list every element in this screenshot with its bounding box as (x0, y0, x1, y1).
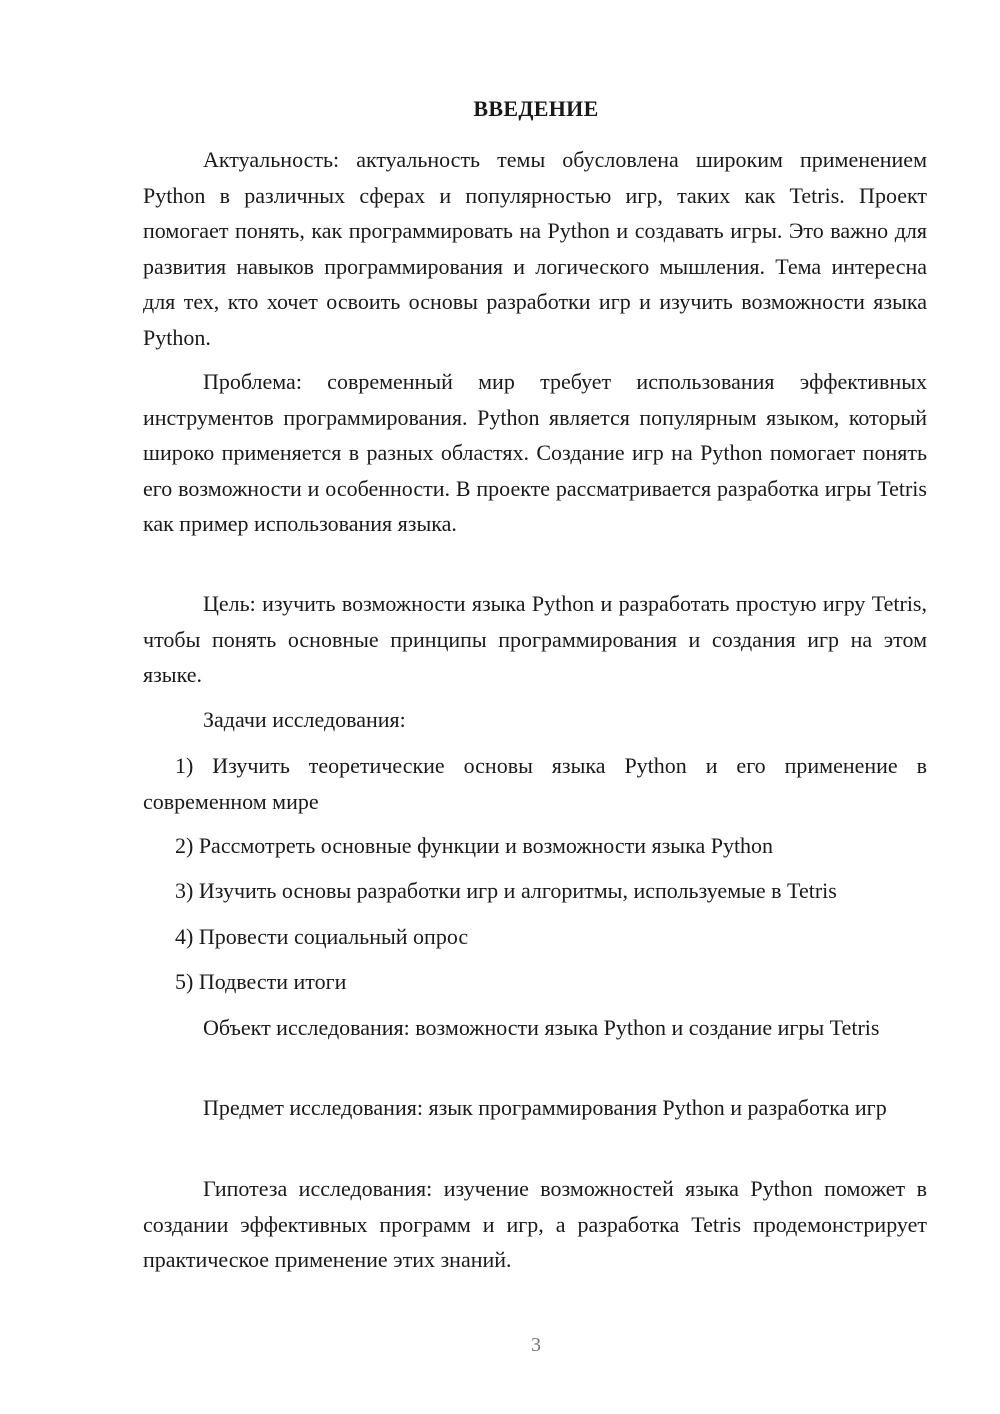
section-heading: ВВЕДЕНИЕ (473, 96, 599, 121)
goal-paragraph: Цель: изучить возможности языка Python и разработать простую игру Tetris, чтобы понять основные принципы программирования и создания игр на этом языке. (143, 591, 927, 687)
object-paragraph: Объект исследования: возможности языка Python и создание игры Tetris (203, 1015, 880, 1040)
hypothesis-paragraph: Гипотеза исследования: изучение возможностей языка Python поможет в создании эффективных программ и игр, а разработка Tetris продемонстрирует практическое применение этих знаний. (143, 1176, 927, 1272)
tasks-title: Задачи исследования: (203, 707, 406, 732)
task-item-1: 1) Изучить теоретические основы языка Python и его применение в современном мире (143, 753, 927, 814)
task-item-2: 2) Рассмотреть основные функции и возможности языка Python (175, 833, 774, 858)
subject-paragraph: Предмет исследования: язык программирования Python и разработка игр (203, 1095, 887, 1120)
page-number: 3 (531, 1334, 541, 1356)
task-item-4: 4) Провести социальный опрос (175, 924, 469, 949)
task-item-3: 3) Изучить основы разработки игр и алгоритмы, используемые в Tetris (175, 878, 837, 903)
relevance-paragraph: Актуальность: актуальность темы обусловлена широким применением Python в различных сферах и популярностью игр, таких как Tetris. Проект помогает понять, как программировать на Python и создавать игры. Это важно для развития навыков программирования и логического мышления. Тема интересна для тех, кто хочет освоить основы разработки игр и изучить возможности языка Python. (143, 147, 927, 350)
task-item-5: 5) Подвести итоги (175, 969, 347, 994)
problem-paragraph: Проблема: современный мир требует использования эффективных инструментов программирования. Python является популярным языком, который широко применяется в разных областях. Создание игр на Python помогает понять его возможности и особенности. В проекте рассматривается разработка игры Tetris как пример использования языка. (143, 369, 927, 536)
